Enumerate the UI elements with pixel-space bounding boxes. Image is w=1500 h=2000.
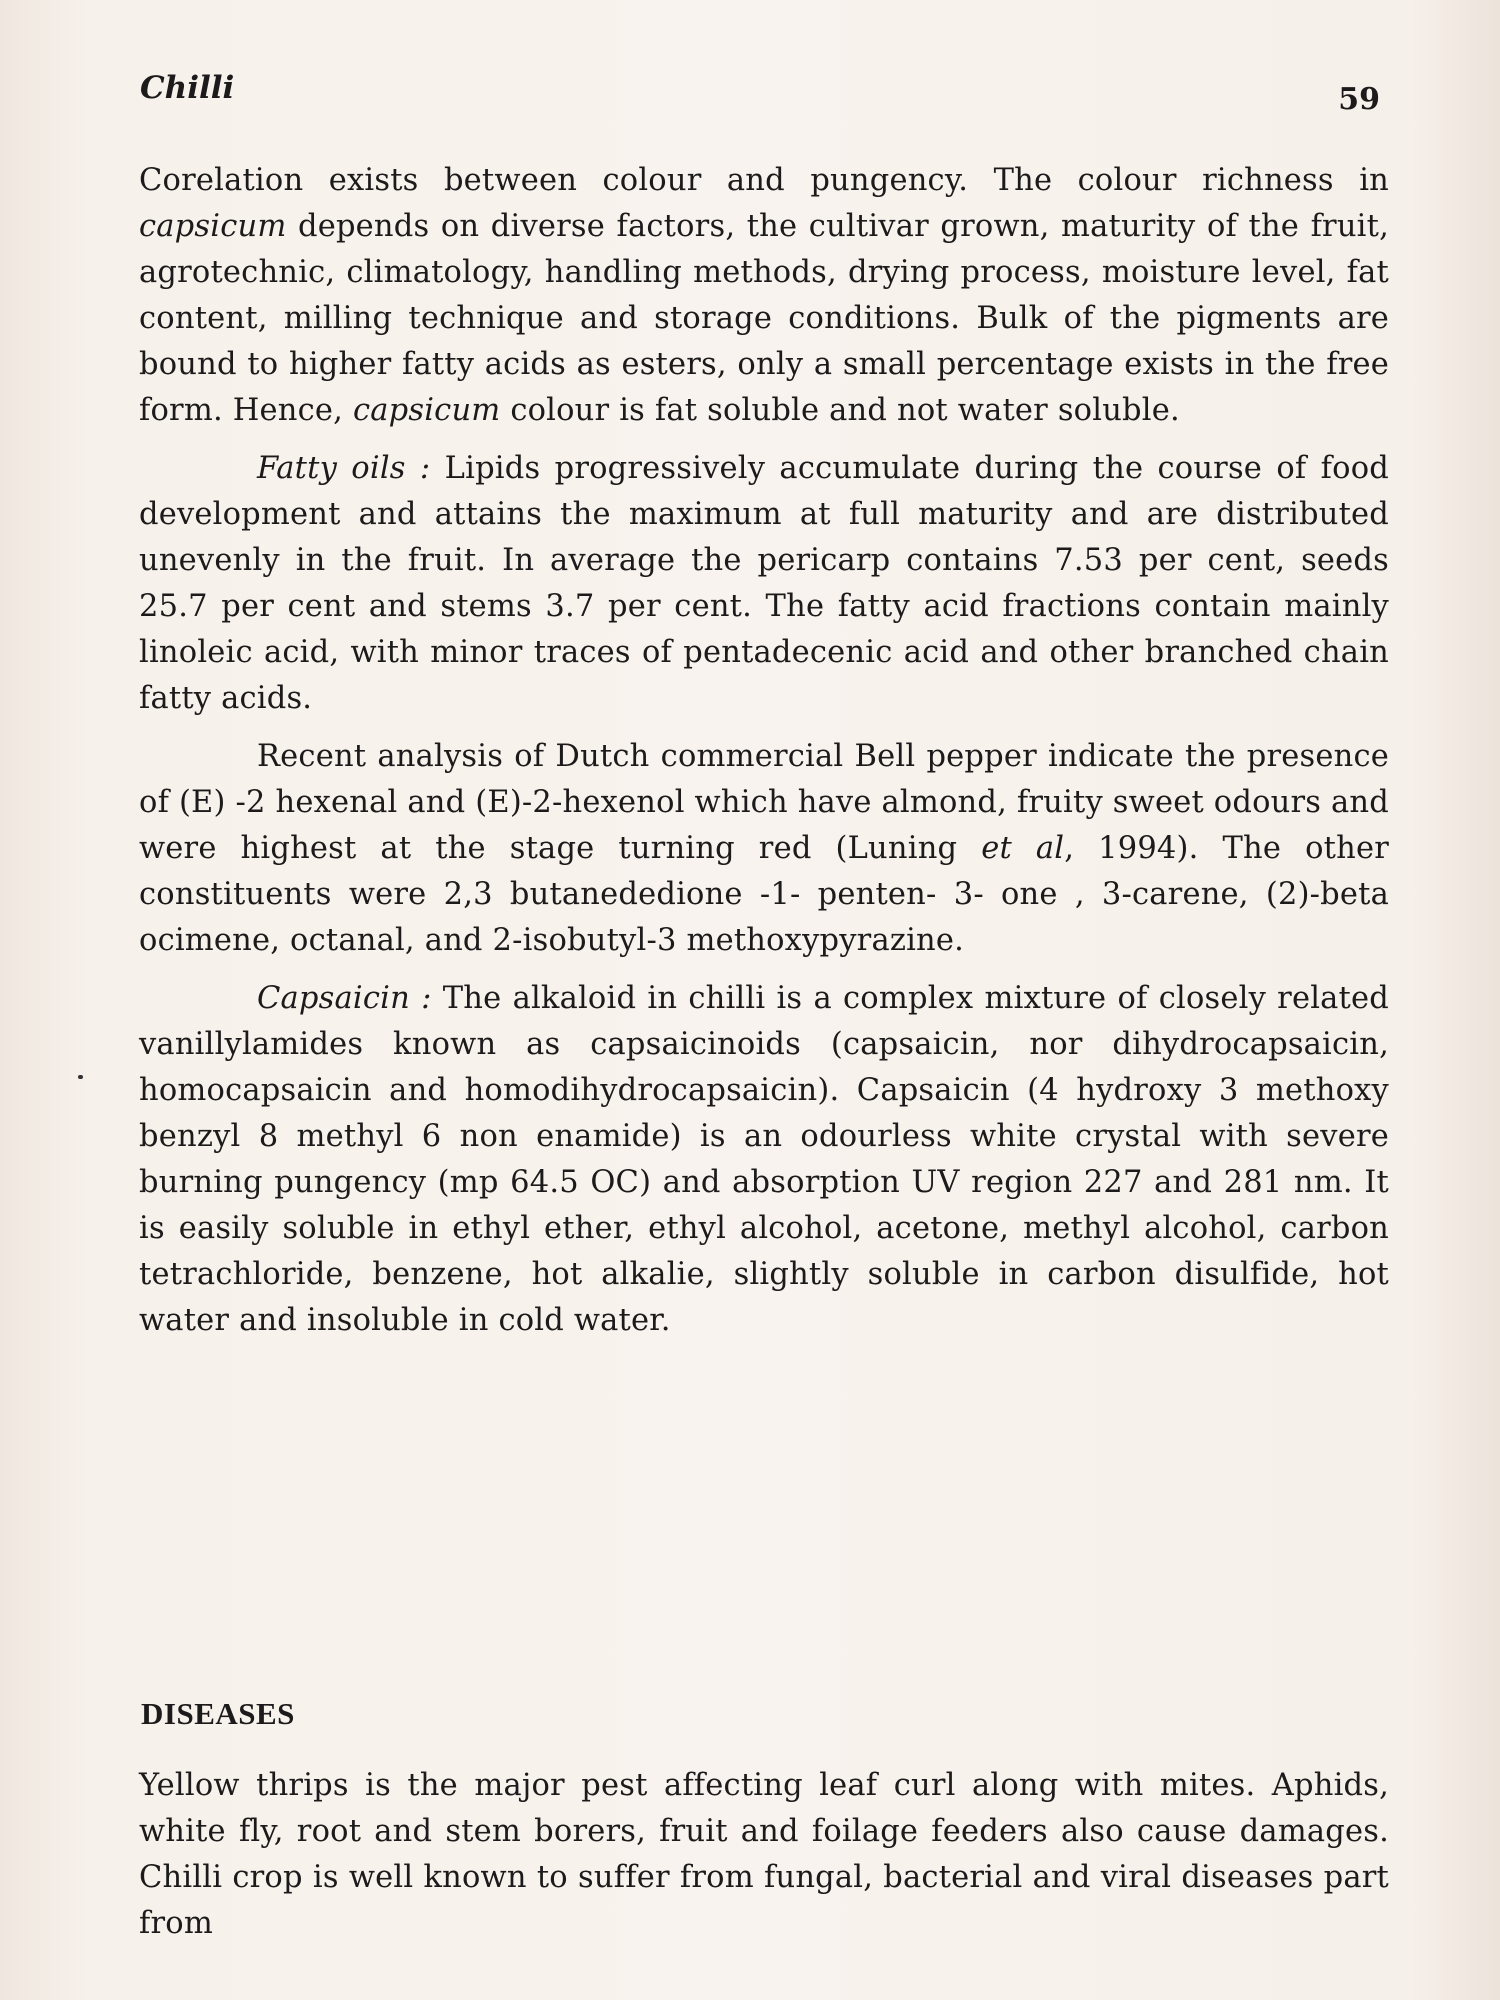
- italic-term: capsicum: [139, 209, 287, 244]
- italic-term: capsicum: [352, 393, 501, 428]
- page-number: 59: [1338, 82, 1380, 117]
- section-body: [139, 1763, 1389, 1947]
- margin-mark: [78, 1075, 83, 1079]
- text-span: depends on diverse factors, the cultivar grown, maturity of the fruit, agrotechnic, climatology, handling methods, drying process, moisture level, fat content, milling technique and storage conditions. Bulk of the pigments are bound to higher fatty acids as esters, only a small percentage exists in the free form. Hence,: [139, 209, 1389, 428]
- text-span: colour is fat soluble and not water soluble.: [500, 393, 1180, 428]
- text-span: Recent analysis of Dutch commercial Bell pepper indicate the presence of (E) -2 hexenal and (E)-2-hexenol which have almond, fruity sweet odours and were highest at the stage turning red (Luning: [139, 739, 1389, 866]
- italic-term: et al: [981, 831, 1065, 866]
- text-span: The alkaloid in chilli is a complex mixture of closely related vanillylamides known as capsaicinoids (capsaicin, nor dihydrocapsaicin, homocapsaicin and homodihydrocapsaicin). Capsaicin (4 hydroxy 3 methoxy benzyl 8 methyl 6 non enamide) is an odourless white crystal with severe burning pungency (mp 64.5 OC) and absorption UV region 227 and 281 nm. It is easily soluble in ethyl ether, ethyl alcohol, acetone, methyl alcohol, carbon tetrachloride, benzene, hot alkalie, slightly soluble in carbon disulfide, hot water and insoluble in cold water.: [139, 981, 1389, 1338]
- paragraph-diseases: Yellow thrips is the major pest affecting leaf curl along with mites. Aphids, white fly, root and stem borers, fruit and foilage feeders also cause damages. Chilli crop is well known to suffer from fungal, bacterial and viral diseases part from: [139, 1768, 1389, 1941]
- text-span: , 1994). The other constituents were 2,3 butanededione -1- penten- 3- one , 3-carene, (2)-beta ocimene, octanal, and 2-isobutyl-3 methoxypyrazine.: [139, 831, 1389, 958]
- paragraph-colour: [139, 158, 1389, 434]
- body-text: [139, 158, 1389, 1344]
- paragraph-fatty-oils: [139, 446, 1389, 722]
- text-span: Lipids progressively accumulate during the course of food development and attains the maximum at full maturity and are distributed unevenly in the fruit. In average the pericarp contains 7.53 per cent, seeds 25.7 per cent and stems 3.7 per cent. The fatty acid fractions contain mainly linoleic acid, with minor traces of pentadecenic acid and other branched chain fatty acids.: [139, 451, 1389, 716]
- run-in-heading: Fatty oils :: [257, 451, 431, 486]
- paragraph-capsaicin: [139, 976, 1389, 1344]
- running-title: Chilli: [140, 70, 235, 106]
- text-span: Corelation exists between colour and pungency. The colour richness in: [139, 163, 1389, 198]
- run-in-heading: Capsaicin :: [257, 981, 432, 1016]
- paragraph-bell-pepper: [139, 734, 1389, 964]
- section-heading: DISEASES: [141, 1696, 295, 1731]
- page-header: [140, 70, 1380, 117]
